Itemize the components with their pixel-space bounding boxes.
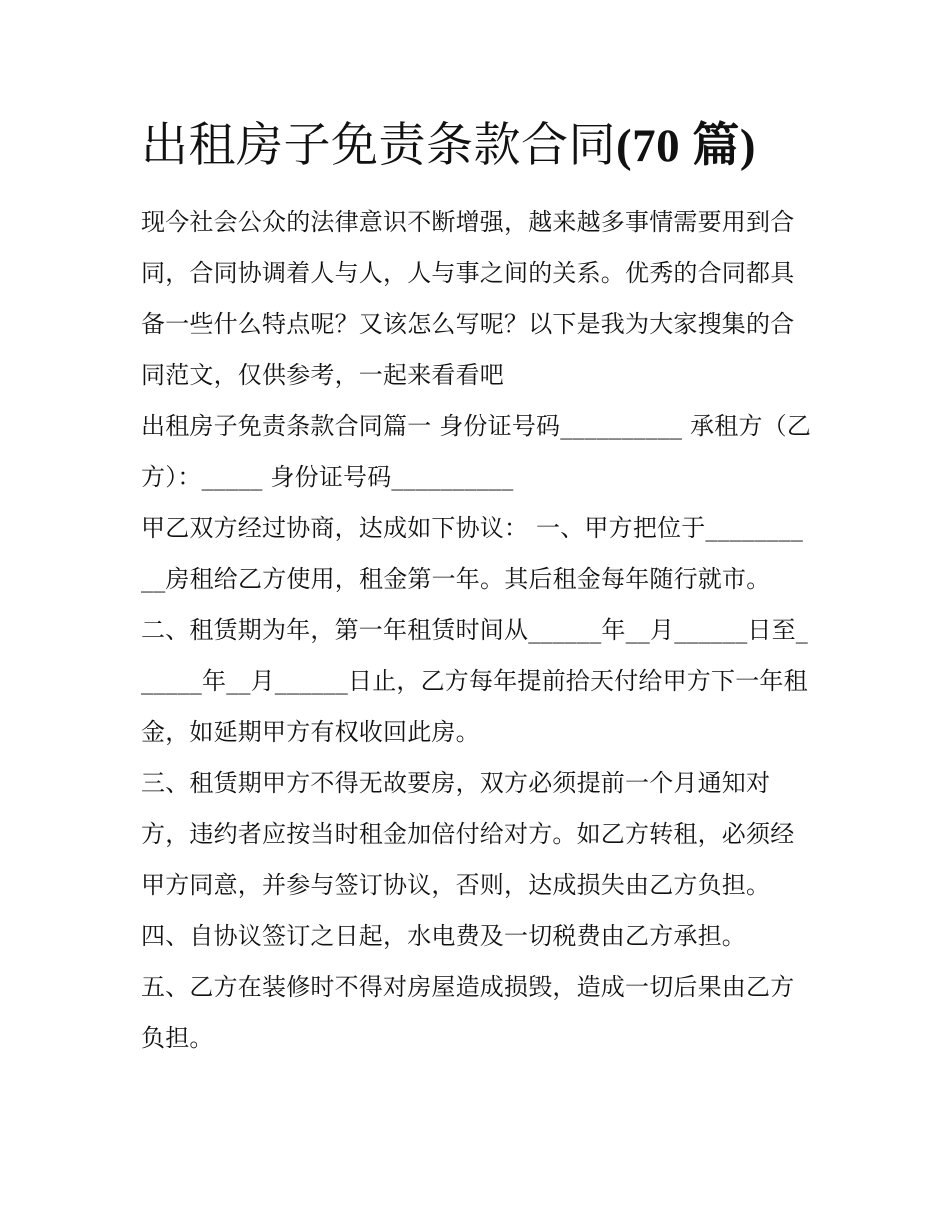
clause-two-paragraph: 二、租赁期为年，第一年租赁时间从______年__月______日至______年__月______日止，乙方每年提前拾天付给甲方下一年租金，如延期甲方有权收回此房。 [141,616,808,746]
document-body [141,197,813,1064]
clause-one-paragraph: 甲乙双方经过协商，达成如下协议： 一、甲方把位于__________房租给乙方使用，租金第一年。其后租金每年随行就市。 [141,514,804,593]
intro-paragraph: 现今社会公众的法律意识不断增强，越来越多事情需要用到合同，合同协调着人与人，人与事之间的关系。优秀的合同都具备一些什么特点呢？又该怎么写呢？以下是我为大家搜集的合同范文，仅供参考，一起来看看吧 [141,208,795,389]
clause-four-paragraph: 四、自协议签订之日起，水电费及一切税费由乙方承担。 [141,922,746,950]
clause-three-paragraph: 三、租赁期甲方不得无故要房，双方必须提前一个月通知对方，违约者应按当时租金加倍付给对方。如乙方转租，必须经甲方同意，并参与签订协议，否则，达成损失由乙方负担。 [141,769,795,899]
document-title-main: 出租房子免责条款合同 [141,118,616,173]
document-title [141,114,841,178]
clause-five-paragraph: 五、乙方在装修时不得对房屋造成损毁，造成一切后果由乙方负担。 [141,973,795,1052]
contract-parties-paragraph: 出租房子免责条款合同篇一 身份证号码__________ 承租方（乙方）：_____ 身份证号码__________ [141,412,812,491]
document-title-count: (70 篇) [616,120,757,172]
